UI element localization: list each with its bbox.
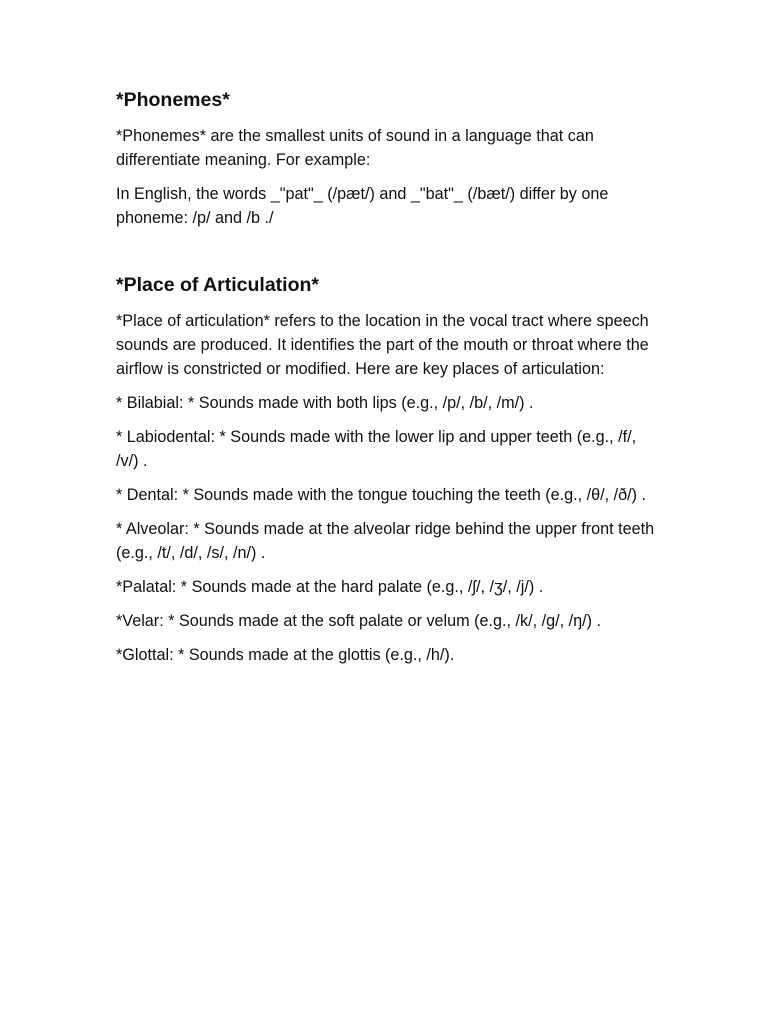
place-item-labiodental: * Labiodental: * Sounds made with the lower lip and upper teeth (e.g., /f/, /v/) .	[116, 428, 637, 470]
place-item-palatal: *Palatal: * Sounds made at the hard palate (e.g., /ʃ/, /ʒ/, /j/) .	[116, 578, 544, 596]
place-item-bilabial: * Bilabial: * Sounds made with both lips (e.g., /p/, /b/, /m/) .	[116, 394, 534, 412]
phonemes-example: In English, the words _"pat"_ (/pæt/) and _"bat"_ (/bæt/) differ by one phoneme: /p/ and /b ./	[116, 185, 609, 227]
phonemes-definition: *Phonemes* are the smallest units of sound in a language that can differentiate meaning. For example:	[116, 127, 594, 169]
phonemes-heading: *Phonemes*	[116, 89, 230, 111]
place-item-velar: *Velar: * Sounds made at the soft palate or velum (e.g., /k/, /g/, /ŋ/) .	[116, 612, 601, 630]
place-item-glottal: *Glottal: * Sounds made at the glottis (e.g., /h/).	[116, 646, 455, 664]
place-of-articulation-heading: *Place of Articulation*	[116, 274, 319, 296]
place-item-dental: * Dental: * Sounds made with the tongue touching the teeth (e.g., /θ/, /ð/) .	[116, 486, 647, 504]
places-list	[116, 391, 656, 667]
document-page	[116, 88, 656, 677]
place-of-articulation-definition: *Place of articulation* refers to the location in the vocal tract where speech sounds are produced. It identifies the part of the mouth or throat where the airflow is constricted or modified. Here are key places of articulation:	[116, 312, 649, 378]
place-item-alveolar: * Alveolar: * Sounds made at the alveolar ridge behind the upper front teeth (e.g., /t/, /d/, /s/, /n/) .	[116, 520, 655, 562]
